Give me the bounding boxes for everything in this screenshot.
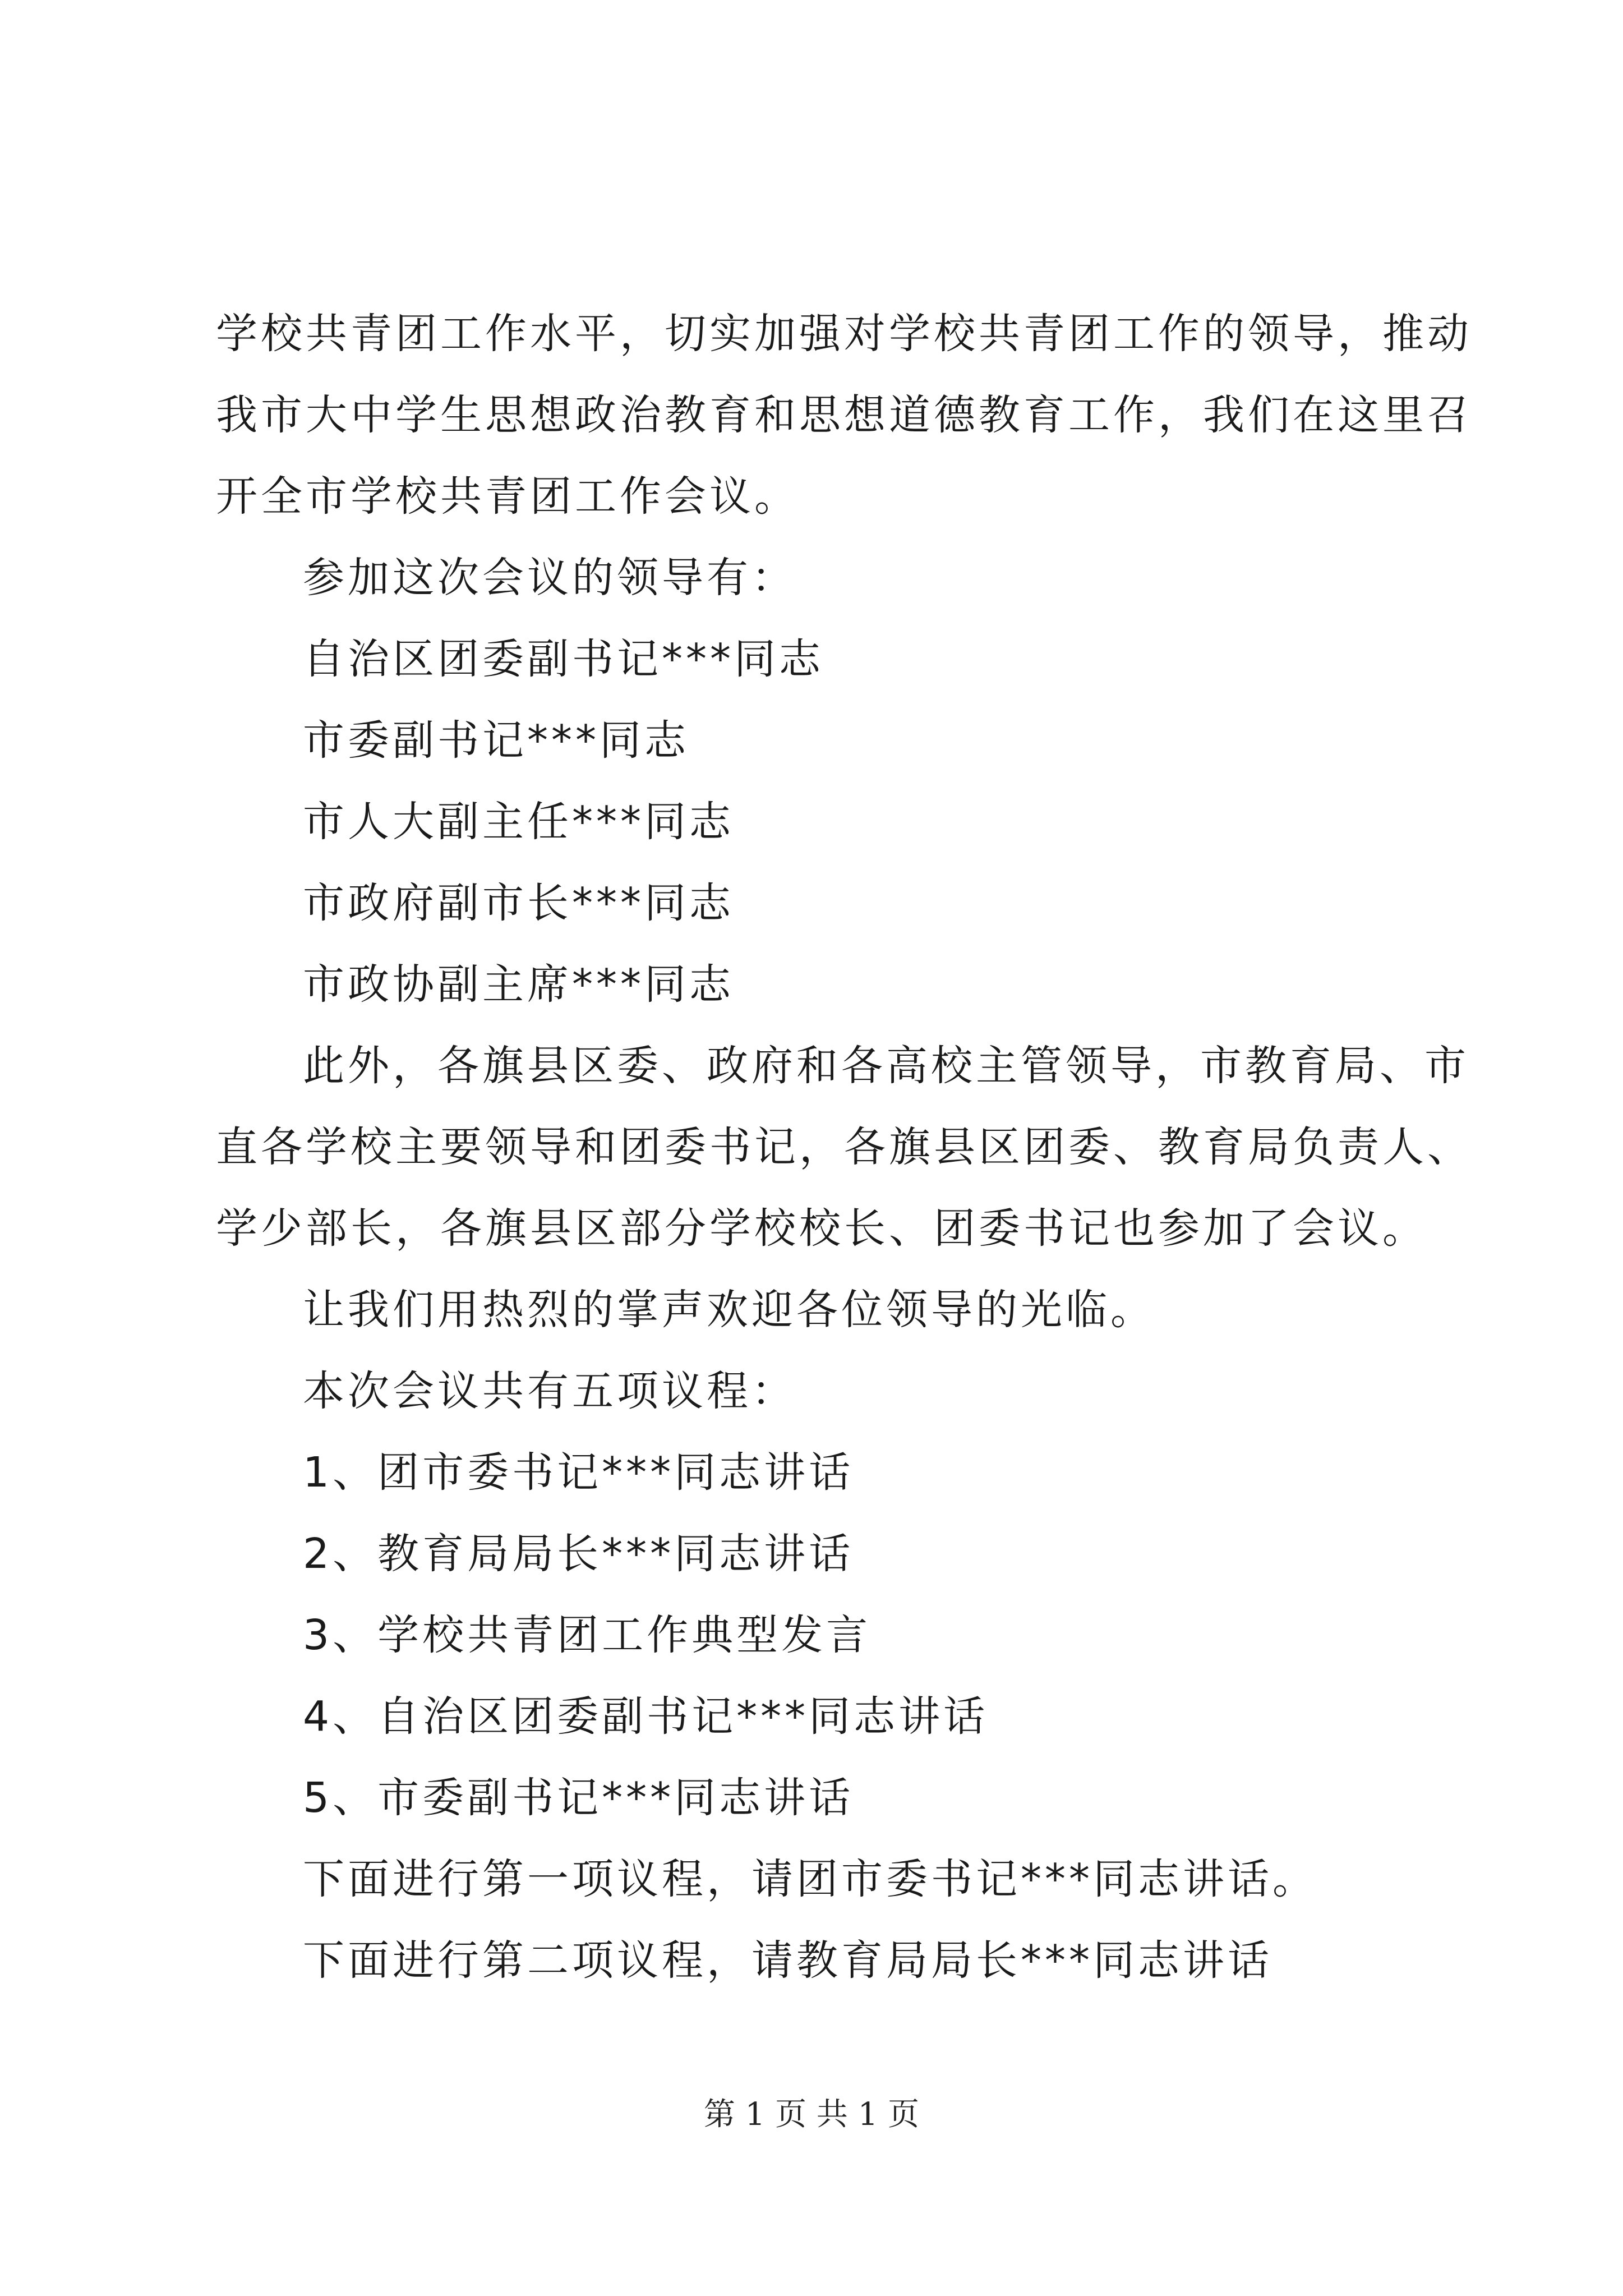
welcome-line: 让我们用热烈的掌声欢迎各位领导的光临。 bbox=[303, 1286, 1155, 1334]
body-text-line: 学校共青团工作水平，切实加强对学校共青团工作的领导，推动 bbox=[216, 310, 1472, 358]
leader-item: 市人大副主任***同志 bbox=[303, 798, 734, 846]
leaders-intro: 参加这次会议的领导有： bbox=[303, 554, 796, 602]
closing-line: 下面进行第一项议程，请团市委书记***同志讲话。 bbox=[303, 1855, 1317, 1903]
agenda-intro: 本次会议共有五项议程： bbox=[303, 1367, 796, 1415]
others-line: 直各学校主要领导和团委书记，各旗县区团委、教育局负责人、 bbox=[216, 1123, 1472, 1171]
agenda-item: 1、团市委书记***同志讲话 bbox=[303, 1448, 854, 1497]
leader-item: 市政协副主席***同志 bbox=[303, 960, 734, 1009]
leader-item: 市委副书记***同志 bbox=[303, 716, 689, 765]
agenda-item: 5、市委副书记***同志讲话 bbox=[303, 1774, 854, 1822]
others-line: 学少部长，各旗县区部分学校校长、团委书记也参加了会议。 bbox=[216, 1204, 1427, 1253]
leader-item: 自治区团委副书记***同志 bbox=[303, 635, 824, 683]
body-text-line: 开全市学校共青团工作会议。 bbox=[216, 472, 799, 521]
agenda-item: 4、自治区团委副书记***同志讲话 bbox=[303, 1692, 989, 1741]
leader-item: 市政府副市长***同志 bbox=[303, 879, 734, 927]
others-line: 此外，各旗县区委、政府和各高校主管领导，市教育局、市 bbox=[303, 1042, 1469, 1090]
page-footer: 第 1 页 共 1 页 bbox=[703, 2096, 920, 2133]
agenda-item: 3、学校共青团工作典型发言 bbox=[303, 1611, 872, 1659]
closing-line: 下面进行第二项议程，请教育局局长***同志讲话 bbox=[303, 1936, 1272, 1985]
agenda-item: 2、教育局局长***同志讲话 bbox=[303, 1530, 854, 1578]
body-text-line: 我市大中学生思想政治教育和思想道德教育工作，我们在这里召 bbox=[216, 391, 1472, 439]
